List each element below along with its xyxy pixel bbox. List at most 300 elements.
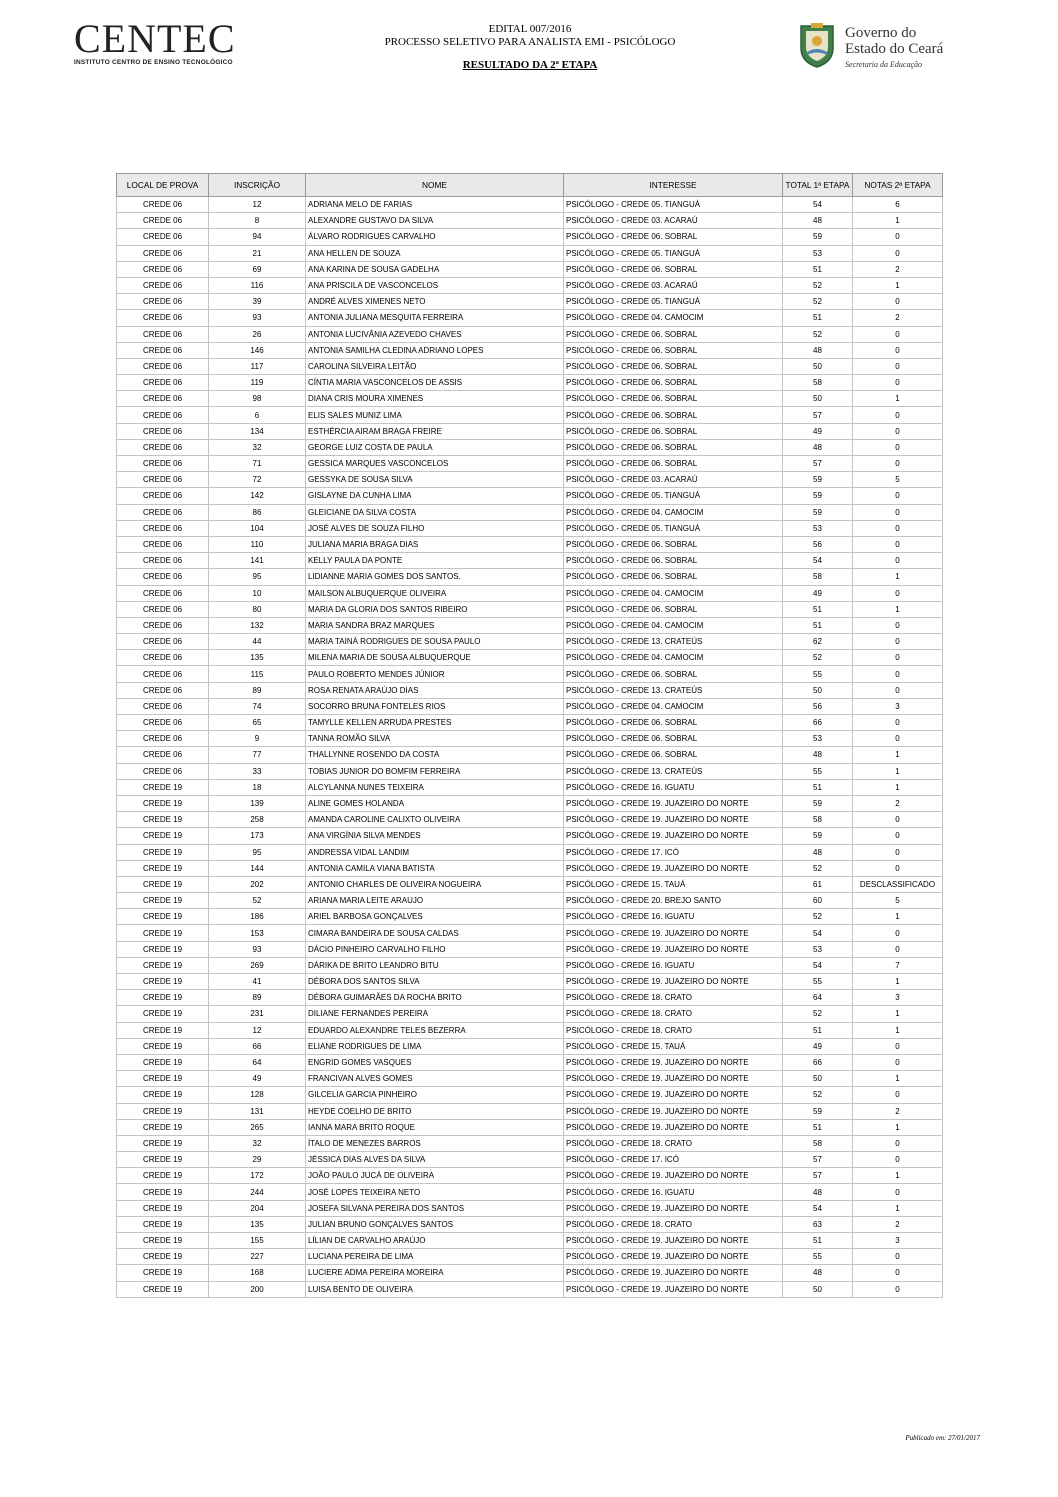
table-row <box>117 391 943 407</box>
cell-local: CREDE 19 <box>117 860 209 876</box>
table-row <box>117 1152 943 1168</box>
table-row <box>117 342 943 358</box>
cell-nome: ANTONIO CHARLES DE OLIVEIRA NOGUEIRA <box>306 876 564 892</box>
cell-nota: 1 <box>853 601 943 617</box>
cell-nome: MARIA SANDRA BRAZ MARQUES <box>306 617 564 633</box>
cell-inscricao: 244 <box>209 1184 306 1200</box>
cell-inscricao: 12 <box>209 197 306 213</box>
cell-total: 61 <box>783 876 853 892</box>
cell-total: 49 <box>783 585 853 601</box>
cell-local: CREDE 06 <box>117 439 209 455</box>
cell-local: CREDE 19 <box>117 812 209 828</box>
table-row <box>117 779 943 795</box>
cell-total: 50 <box>783 391 853 407</box>
cell-local: CREDE 19 <box>117 909 209 925</box>
cell-nome: DÉBORA DOS SANTOS SILVA <box>306 974 564 990</box>
table-row <box>117 310 943 326</box>
cell-total: 48 <box>783 1265 853 1281</box>
cell-nota: 1 <box>853 1022 943 1038</box>
cell-total: 53 <box>783 520 853 536</box>
col-inscricao: INSCRIÇÃO <box>209 174 306 197</box>
cell-local: CREDE 19 <box>117 795 209 811</box>
table-body <box>117 197 943 1298</box>
cell-inscricao: 41 <box>209 974 306 990</box>
cell-nota: 0 <box>853 617 943 633</box>
cell-nota: 0 <box>853 1054 943 1070</box>
cell-inscricao: 173 <box>209 828 306 844</box>
cell-nota: 2 <box>853 795 943 811</box>
cell-total: 59 <box>783 488 853 504</box>
cell-interesse: PSICÓLOGO - CREDE 13. CRATEÚS <box>564 763 783 779</box>
publication-date: Publicado em: 27/01/2017 <box>905 1434 980 1442</box>
cell-nota: 0 <box>853 941 943 957</box>
table-row <box>117 601 943 617</box>
cell-interesse: PSICÓLOGO - CREDE 15. TAUÁ <box>564 876 783 892</box>
cell-nome: JULIAN BRUNO GONÇALVES SANTOS <box>306 1216 564 1232</box>
cell-local: CREDE 06 <box>117 617 209 633</box>
cell-nota: 0 <box>853 844 943 860</box>
cell-nome: ANA KARINA DE SOUSA GADELHA <box>306 261 564 277</box>
cell-local: CREDE 06 <box>117 358 209 374</box>
col-local-de-prova: LOCAL DE PROVA <box>117 174 209 197</box>
cell-interesse: PSICÓLOGO - CREDE 13. CRATEÚS <box>564 634 783 650</box>
cell-inscricao: 89 <box>209 682 306 698</box>
cell-local: CREDE 19 <box>117 925 209 941</box>
cell-nota: 1 <box>853 391 943 407</box>
cell-inscricao: 141 <box>209 553 306 569</box>
cell-inscricao: 64 <box>209 1054 306 1070</box>
cell-inscricao: 132 <box>209 617 306 633</box>
cell-interesse: PSICÓLOGO - CREDE 06. SOBRAL <box>564 229 783 245</box>
cell-nome: LUCIERE ADMA PEREIRA MOREIRA <box>306 1265 564 1281</box>
cell-interesse: PSICÓLOGO - CREDE 04. CAMOCIM <box>564 617 783 633</box>
cell-total: 56 <box>783 536 853 552</box>
cell-inscricao: 86 <box>209 504 306 520</box>
cell-interesse: PSICÓLOGO - CREDE 19. JUAZEIRO DO NORTE <box>564 941 783 957</box>
cell-total: 51 <box>783 1022 853 1038</box>
cell-nota: 1 <box>853 909 943 925</box>
cell-nota: 0 <box>853 342 943 358</box>
cell-nota: 0 <box>853 553 943 569</box>
cell-local: CREDE 06 <box>117 423 209 439</box>
cell-nome: MAILSON ALBUQUERQUE OLIVEIRA <box>306 585 564 601</box>
cell-interesse: PSICÓLOGO - CREDE 19. JUAZEIRO DO NORTE <box>564 1087 783 1103</box>
cell-total: 48 <box>783 1184 853 1200</box>
cell-nome: AMANDA CAROLINE CALIXTO OLIVEIRA <box>306 812 564 828</box>
cell-inscricao: 116 <box>209 277 306 293</box>
cell-inscricao: 110 <box>209 536 306 552</box>
cell-total: 53 <box>783 941 853 957</box>
cell-nome: GILCELIA GARCIA PINHEIRO <box>306 1087 564 1103</box>
table-row <box>117 650 943 666</box>
cell-nome: CIMARA BANDEIRA DE SOUSA CALDAS <box>306 925 564 941</box>
cell-total: 51 <box>783 601 853 617</box>
cell-nota: 1 <box>853 974 943 990</box>
cell-nome: CÍNTIA MARIA VASCONCELOS DE ASSIS <box>306 375 564 391</box>
cell-total: 54 <box>783 553 853 569</box>
cell-nome: FRANCIVAN ALVES GOMES <box>306 1071 564 1087</box>
cell-local: CREDE 19 <box>117 1233 209 1249</box>
cell-local: CREDE 06 <box>117 310 209 326</box>
result-title: RESULTADO DA 2ª ETAPA <box>462 59 598 71</box>
cell-local: CREDE 19 <box>117 893 209 909</box>
table-row <box>117 876 943 892</box>
cell-inscricao: 146 <box>209 342 306 358</box>
cell-nota: 1 <box>853 1119 943 1135</box>
table-row <box>117 1038 943 1054</box>
cell-total: 48 <box>783 844 853 860</box>
table-row <box>117 1281 943 1297</box>
cell-nome: JOSÉ LOPES TEIXEIRA NETO <box>306 1184 564 1200</box>
process-title: PROCESSO SELETIVO PARA ANALISTA EMI - PSICÓLOGO <box>384 36 676 48</box>
cell-local: CREDE 06 <box>117 213 209 229</box>
cell-nome: LUISA BENTO DE OLIVEIRA <box>306 1281 564 1297</box>
cell-local: CREDE 06 <box>117 375 209 391</box>
cell-inscricao: 6 <box>209 407 306 423</box>
cell-total: 60 <box>783 893 853 909</box>
cell-total: 50 <box>783 358 853 374</box>
cell-nota: 2 <box>853 1103 943 1119</box>
cell-interesse: PSICÓLOGO - CREDE 16. IGUATU <box>564 909 783 925</box>
cell-nome: ROSA RENATA ARAÚJO DIAS <box>306 682 564 698</box>
table-row <box>117 1168 943 1184</box>
cell-local: CREDE 19 <box>117 828 209 844</box>
cell-inscricao: 144 <box>209 860 306 876</box>
cell-inscricao: 104 <box>209 520 306 536</box>
cell-total: 51 <box>783 1233 853 1249</box>
cell-local: CREDE 06 <box>117 585 209 601</box>
cell-total: 57 <box>783 456 853 472</box>
cell-nota: 0 <box>853 585 943 601</box>
cell-nome: ALINE GOMES HOLANDA <box>306 795 564 811</box>
cell-nome: ÁLVARO RODRIGUES CARVALHO <box>306 229 564 245</box>
cell-nota: 0 <box>853 1184 943 1200</box>
cell-inscricao: 135 <box>209 1216 306 1232</box>
cell-interesse: PSICÓLOGO - CREDE 18. CRATO <box>564 1216 783 1232</box>
cell-nome: ANDRÉ ALVES XIMENES NETO <box>306 294 564 310</box>
cell-total: 49 <box>783 423 853 439</box>
cell-total: 58 <box>783 812 853 828</box>
cell-total: 55 <box>783 666 853 682</box>
cell-nome: TANNA ROMÃO SILVA <box>306 731 564 747</box>
cell-nota: 0 <box>853 925 943 941</box>
cell-total: 52 <box>783 326 853 342</box>
table-row <box>117 909 943 925</box>
cell-inscricao: 98 <box>209 391 306 407</box>
cell-local: CREDE 19 <box>117 779 209 795</box>
table-row <box>117 1265 943 1281</box>
cell-interesse: PSICÓLOGO - CREDE 06. SOBRAL <box>564 326 783 342</box>
cell-total: 51 <box>783 310 853 326</box>
cell-total: 59 <box>783 504 853 520</box>
cell-nome: KELLY PAULA DA PONTE <box>306 553 564 569</box>
col-notas-2-etapa: NOTAS 2ª ETAPA <box>853 174 943 197</box>
table-row <box>117 1022 943 1038</box>
cell-local: CREDE 19 <box>117 1071 209 1087</box>
cell-interesse: PSICÓLOGO - CREDE 06. SOBRAL <box>564 439 783 455</box>
cell-nota: 6 <box>853 197 943 213</box>
cell-local: CREDE 06 <box>117 682 209 698</box>
cell-interesse: PSICÓLOGO - CREDE 03. ACARAÚ <box>564 472 783 488</box>
table-row <box>117 698 943 714</box>
cell-inscricao: 69 <box>209 261 306 277</box>
cell-nota: 1 <box>853 277 943 293</box>
cell-local: CREDE 19 <box>117 1152 209 1168</box>
cell-local: CREDE 06 <box>117 326 209 342</box>
cell-nome: ANA HELLEN DE SOUZA <box>306 245 564 261</box>
table-row <box>117 456 943 472</box>
cell-inscricao: 93 <box>209 941 306 957</box>
cell-nota: 0 <box>853 1152 943 1168</box>
cell-nota: 0 <box>853 294 943 310</box>
table-row <box>117 1119 943 1135</box>
cell-inscricao: 21 <box>209 245 306 261</box>
cell-nome: JULIANA MARIA BRAGA DIAS <box>306 536 564 552</box>
cell-local: CREDE 06 <box>117 747 209 763</box>
cell-nota: 0 <box>853 828 943 844</box>
cell-interesse: PSICÓLOGO - CREDE 04. CAMOCIM <box>564 698 783 714</box>
table-row <box>117 197 943 213</box>
cell-total: 55 <box>783 763 853 779</box>
cell-nome: ALCYLANNA NUNES TEIXEIRA <box>306 779 564 795</box>
cell-nota: 0 <box>853 536 943 552</box>
cell-nota: 0 <box>853 1281 943 1297</box>
cell-local: CREDE 19 <box>117 1087 209 1103</box>
cell-total: 51 <box>783 261 853 277</box>
table-row <box>117 294 943 310</box>
cell-total: 52 <box>783 294 853 310</box>
cell-nota: 0 <box>853 439 943 455</box>
cell-total: 57 <box>783 1152 853 1168</box>
cell-local: CREDE 06 <box>117 731 209 747</box>
cell-nome: JOSEFA SILVANA PEREIRA DOS SANTOS <box>306 1200 564 1216</box>
cell-nome: ANTONIA JULIANA MESQUITA FERREIRA <box>306 310 564 326</box>
cell-nota: 1 <box>853 747 943 763</box>
table-row <box>117 715 943 731</box>
table-row <box>117 569 943 585</box>
cell-total: 48 <box>783 213 853 229</box>
cell-interesse: PSICÓLOGO - CREDE 19. JUAZEIRO DO NORTE <box>564 1265 783 1281</box>
cell-nome: THALLYNNE ROSENDO DA COSTA <box>306 747 564 763</box>
table-row <box>117 617 943 633</box>
cell-total: 49 <box>783 1038 853 1054</box>
cell-nota: DESCLASSIFICADO <box>853 876 943 892</box>
cell-local: CREDE 06 <box>117 569 209 585</box>
cell-local: CREDE 19 <box>117 1249 209 1265</box>
cell-inscricao: 49 <box>209 1071 306 1087</box>
table-row <box>117 893 943 909</box>
cell-local: CREDE 19 <box>117 941 209 957</box>
table-header-row <box>117 174 943 197</box>
cell-interesse: PSICÓLOGO - CREDE 19. JUAZEIRO DO NORTE <box>564 1200 783 1216</box>
cell-interesse: PSICÓLOGO - CREDE 04. CAMOCIM <box>564 585 783 601</box>
cell-total: 52 <box>783 277 853 293</box>
cell-nome: MARIA DA GLORIA DOS SANTOS RIBEIRO <box>306 601 564 617</box>
cell-interesse: PSICÓLOGO - CREDE 20. BREJO SANTO <box>564 893 783 909</box>
cell-local: CREDE 06 <box>117 634 209 650</box>
cell-interesse: PSICÓLOGO - CREDE 05. TIANGUÁ <box>564 245 783 261</box>
cell-local: CREDE 06 <box>117 715 209 731</box>
cell-local: CREDE 19 <box>117 1216 209 1232</box>
cell-nome: DÉBORA GUIMARÃES DA ROCHA BRITO <box>306 990 564 1006</box>
cell-nome: LÍLIAN DE CARVALHO ARAÚJO <box>306 1233 564 1249</box>
cell-total: 55 <box>783 1249 853 1265</box>
table-row <box>117 472 943 488</box>
cell-nome: PAULO ROBERTO MENDES JÚNIOR <box>306 666 564 682</box>
state-seal-icon <box>797 22 837 68</box>
cell-total: 48 <box>783 439 853 455</box>
cell-inscricao: 172 <box>209 1168 306 1184</box>
cell-local: CREDE 06 <box>117 261 209 277</box>
cell-local: CREDE 19 <box>117 1135 209 1151</box>
cell-total: 54 <box>783 197 853 213</box>
cell-total: 50 <box>783 1281 853 1297</box>
cell-local: CREDE 06 <box>117 520 209 536</box>
cell-total: 59 <box>783 828 853 844</box>
table-row <box>117 585 943 601</box>
cell-nota: 0 <box>853 860 943 876</box>
table-row <box>117 423 943 439</box>
cell-inscricao: 12 <box>209 1022 306 1038</box>
centec-logo-subtitle: INSTITUTO CENTRO DE ENSINO TECNOLÓGICO <box>74 59 233 66</box>
cell-inscricao: 95 <box>209 844 306 860</box>
cell-interesse: PSICÓLOGO - CREDE 17. ICÓ <box>564 1152 783 1168</box>
cell-total: 55 <box>783 974 853 990</box>
cell-interesse: PSICÓLOGO - CREDE 06. SOBRAL <box>564 747 783 763</box>
cell-nome: MILENA MARIA DE SOUSA ALBUQUERQUE <box>306 650 564 666</box>
cell-total: 52 <box>783 860 853 876</box>
cell-total: 52 <box>783 650 853 666</box>
cell-inscricao: 139 <box>209 795 306 811</box>
cell-inscricao: 52 <box>209 893 306 909</box>
table-row <box>117 229 943 245</box>
cell-local: CREDE 19 <box>117 1038 209 1054</box>
cell-nota: 1 <box>853 1006 943 1022</box>
cell-total: 52 <box>783 1087 853 1103</box>
cell-inscricao: 231 <box>209 1006 306 1022</box>
cell-nome: GLEICIANE DA SILVA COSTA <box>306 504 564 520</box>
cell-local: CREDE 19 <box>117 1281 209 1297</box>
cell-interesse: PSICÓLOGO - CREDE 16. IGUATU <box>564 779 783 795</box>
cell-nota: 0 <box>853 731 943 747</box>
cell-interesse: PSICÓLOGO - CREDE 19. JUAZEIRO DO NORTE <box>564 1071 783 1087</box>
cell-nome: GISLAYNE DA CUNHA LIMA <box>306 488 564 504</box>
cell-nome: ALEXANDRE GUSTAVO DA SILVA <box>306 213 564 229</box>
cell-interesse: PSICÓLOGO - CREDE 19. JUAZEIRO DO NORTE <box>564 795 783 811</box>
col-nome: NOME <box>306 174 564 197</box>
cell-nota: 3 <box>853 990 943 1006</box>
cell-inscricao: 18 <box>209 779 306 795</box>
cell-interesse: PSICÓLOGO - CREDE 19. JUAZEIRO DO NORTE <box>564 1103 783 1119</box>
cell-nota: 0 <box>853 229 943 245</box>
cell-inscricao: 134 <box>209 423 306 439</box>
cell-nome: ELIS SALES MUNIZ LIMA <box>306 407 564 423</box>
cell-interesse: PSICÓLOGO - CREDE 06. SOBRAL <box>564 375 783 391</box>
table-row <box>117 747 943 763</box>
cell-local: CREDE 19 <box>117 1168 209 1184</box>
cell-local: CREDE 19 <box>117 974 209 990</box>
cell-nota: 0 <box>853 407 943 423</box>
table-row <box>117 1216 943 1232</box>
cell-total: 56 <box>783 698 853 714</box>
cell-total: 53 <box>783 731 853 747</box>
cell-interesse: PSICÓLOGO - CREDE 06. SOBRAL <box>564 601 783 617</box>
cell-total: 51 <box>783 1119 853 1135</box>
cell-nome: ANA PRISCILA DE VASCONCELOS <box>306 277 564 293</box>
cell-nome: ENGRID GOMES VASQUES <box>306 1054 564 1070</box>
cell-nome: DILIANE FERNANDES PEREIRA <box>306 1006 564 1022</box>
cell-interesse: PSICÓLOGO - CREDE 13. CRATEÚS <box>564 682 783 698</box>
cell-inscricao: 168 <box>209 1265 306 1281</box>
cell-interesse: PSICÓLOGO - CREDE 06. SOBRAL <box>564 731 783 747</box>
cell-nota: 1 <box>853 569 943 585</box>
cell-total: 50 <box>783 682 853 698</box>
cell-inscricao: 72 <box>209 472 306 488</box>
cell-interesse: PSICÓLOGO - CREDE 18. CRATO <box>564 1006 783 1022</box>
cell-inscricao: 95 <box>209 569 306 585</box>
table-row <box>117 1103 943 1119</box>
cell-nome: IANNA MARA BRITO ROQUE <box>306 1119 564 1135</box>
cell-local: CREDE 06 <box>117 456 209 472</box>
cell-interesse: PSICÓLOGO - CREDE 05. TIANGUÁ <box>564 520 783 536</box>
cell-total: 62 <box>783 634 853 650</box>
cell-nome: DIANA CRIS MOURA XIMENES <box>306 391 564 407</box>
cell-nota: 2 <box>853 1216 943 1232</box>
cell-local: CREDE 06 <box>117 391 209 407</box>
document-header <box>340 23 720 72</box>
cell-local: CREDE 06 <box>117 294 209 310</box>
cell-nota: 0 <box>853 682 943 698</box>
cell-nome: ANTONIA LUCIVÂNIA AZEVEDO CHAVES <box>306 326 564 342</box>
cell-local: CREDE 06 <box>117 342 209 358</box>
cell-nome: ARIANA MARIA LEITE ARAUJO <box>306 893 564 909</box>
cell-total: 66 <box>783 715 853 731</box>
cell-total: 50 <box>783 1071 853 1087</box>
centec-logo-name: CENTEC <box>74 16 236 61</box>
cell-interesse: PSICÓLOGO - CREDE 06. SOBRAL <box>564 391 783 407</box>
cell-total: 58 <box>783 375 853 391</box>
table-row <box>117 536 943 552</box>
table-row <box>117 504 943 520</box>
table-row <box>117 844 943 860</box>
cell-interesse: PSICÓLOGO - CREDE 06. SOBRAL <box>564 358 783 374</box>
cell-inscricao: 32 <box>209 439 306 455</box>
cell-nota: 0 <box>853 504 943 520</box>
cell-inscricao: 94 <box>209 229 306 245</box>
table-row <box>117 925 943 941</box>
cell-inscricao: 32 <box>209 1135 306 1151</box>
cell-inscricao: 202 <box>209 876 306 892</box>
cell-nota: 0 <box>853 1249 943 1265</box>
cell-interesse: PSICÓLOGO - CREDE 18. CRATO <box>564 990 783 1006</box>
cell-nome: GESSYKA DE SOUSA SILVA <box>306 472 564 488</box>
table-row <box>117 326 943 342</box>
cell-nome: ANTONIA CAMILA VIANA BATISTA <box>306 860 564 876</box>
cell-total: 54 <box>783 957 853 973</box>
cell-nome: JOÃO PAULO JUCÁ DE OLIVEIRA <box>306 1168 564 1184</box>
cell-local: CREDE 06 <box>117 488 209 504</box>
cell-total: 66 <box>783 1054 853 1070</box>
table-row <box>117 261 943 277</box>
cell-nota: 0 <box>853 1038 943 1054</box>
cell-local: CREDE 19 <box>117 1006 209 1022</box>
cell-local: CREDE 19 <box>117 1200 209 1216</box>
col-interesse: INTERESSE <box>564 174 783 197</box>
cell-total: 48 <box>783 747 853 763</box>
cell-interesse: PSICÓLOGO - CREDE 05. TIANGUÁ <box>564 294 783 310</box>
cell-inscricao: 39 <box>209 294 306 310</box>
cell-interesse: PSICÓLOGO - CREDE 04. CAMOCIM <box>564 504 783 520</box>
